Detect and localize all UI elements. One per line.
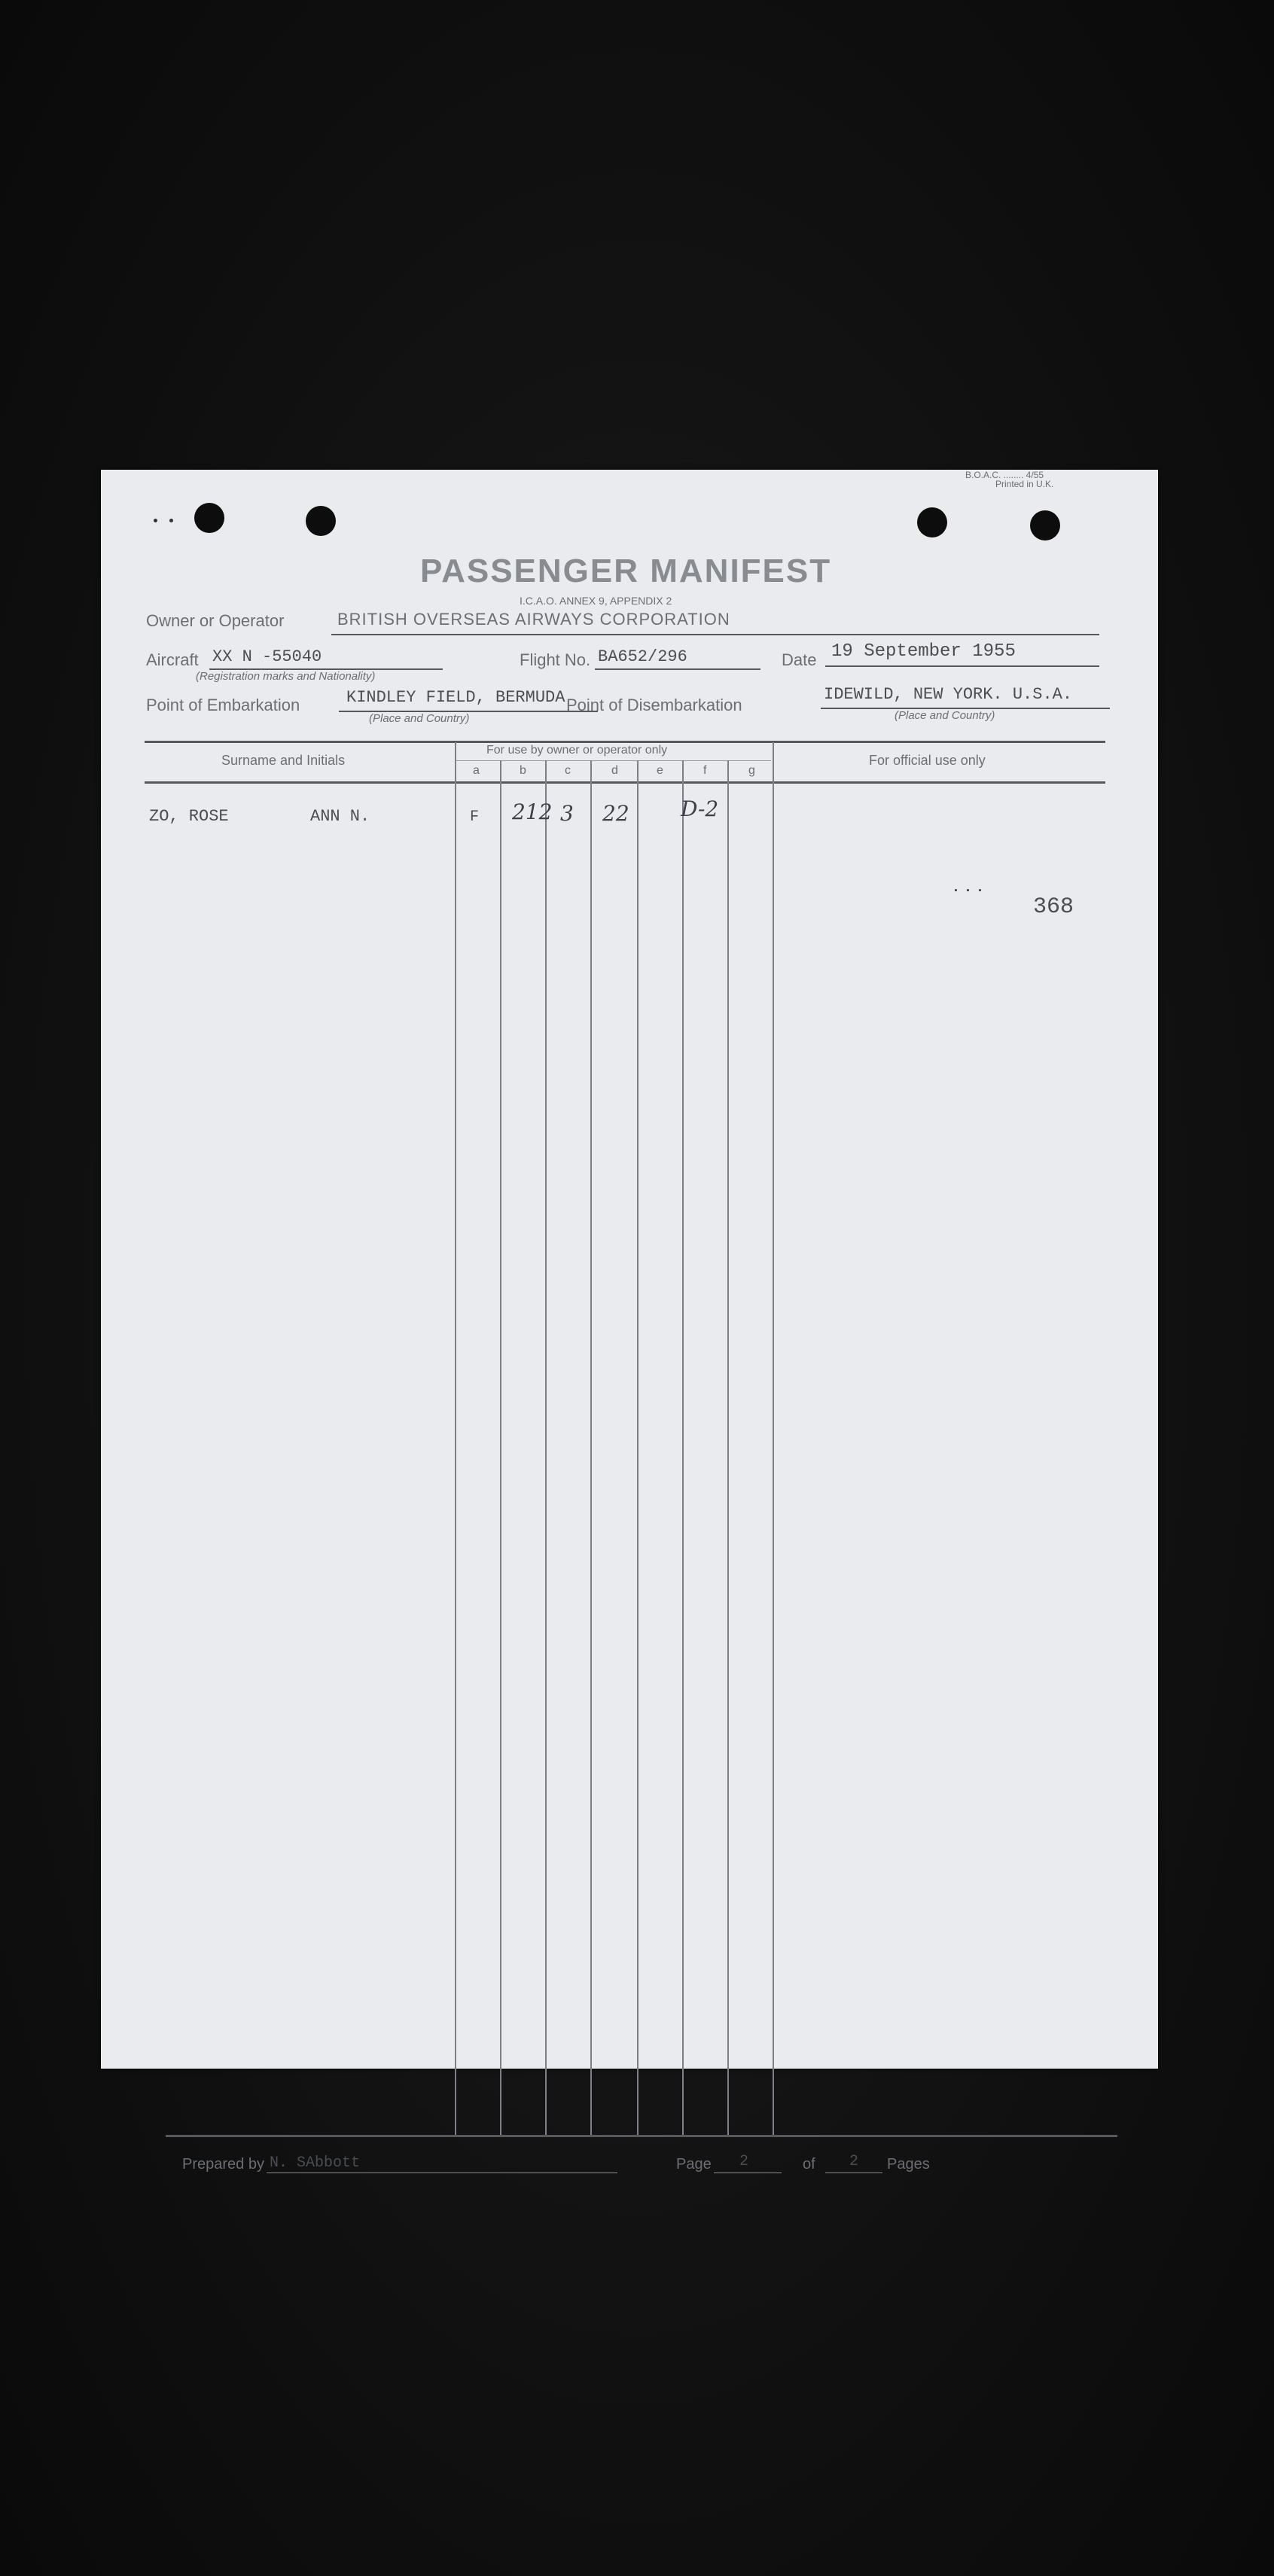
speck xyxy=(169,519,173,522)
flight-underline xyxy=(595,668,760,670)
speck xyxy=(979,889,981,891)
disembarkation-note: (Place and Country) xyxy=(895,709,995,722)
page-title: PASSENGER MANIFEST xyxy=(420,553,832,589)
speck xyxy=(154,519,157,522)
page-total: 2 xyxy=(849,2153,859,2170)
sub-col-b: b xyxy=(520,764,526,777)
prepared-value: N. SAbbott xyxy=(270,2154,361,2172)
sub-col-f: f xyxy=(703,764,707,777)
speck xyxy=(967,889,969,891)
column-divider xyxy=(682,760,684,2135)
column-divider xyxy=(727,760,729,2135)
sub-col-d: d xyxy=(611,764,618,777)
passenger-col-f: D-2 xyxy=(681,796,719,821)
punch-hole xyxy=(194,503,224,533)
column-divider xyxy=(500,760,501,2135)
sub-col-a: a xyxy=(473,764,480,777)
date-underline xyxy=(825,665,1099,667)
column-divider xyxy=(590,760,592,2135)
printer-mark-line1: B.O.A.C. ........ 4/55 xyxy=(965,470,1044,480)
flight-label: Flight No. xyxy=(520,650,591,669)
passenger-initials: ANN N. xyxy=(310,807,370,826)
sub-col-c: c xyxy=(565,764,571,777)
embarkation-label: Point of Embarkation xyxy=(146,696,300,714)
passenger-col-d: 22 xyxy=(602,801,629,826)
column-divider xyxy=(455,742,456,2135)
printer-mark-line2: Printed in U.K. xyxy=(995,479,1054,489)
punch-hole xyxy=(917,507,947,537)
page-subtitle: I.C.A.O. ANNEX 9, APPENDIX 2 xyxy=(520,595,672,607)
table-header-rule xyxy=(145,781,1105,784)
of-label: of xyxy=(803,2156,815,2173)
owner-header-rule xyxy=(455,760,771,761)
passenger-col-b: 212 xyxy=(512,799,553,824)
col-name-header: Surname and Initials xyxy=(221,753,346,768)
passenger-col-c: 3 xyxy=(560,801,574,826)
date-label: Date xyxy=(782,650,817,669)
pages-label: Pages xyxy=(887,2156,930,2173)
table-top-rule xyxy=(145,741,1105,743)
passenger-col-a: F xyxy=(470,808,480,826)
aircraft-label: Aircraft xyxy=(146,650,199,669)
owner-value: BRITISH OVERSEAS AIRWAYS CORPORATION xyxy=(337,610,730,629)
punch-hole xyxy=(1030,510,1060,540)
punch-hole xyxy=(306,506,336,536)
aircraft-note: (Registration marks and Nationality) xyxy=(196,670,376,683)
column-divider xyxy=(545,760,547,2135)
col-owner-header: For use by owner or operator only xyxy=(486,744,668,757)
col-official-header: For official use only xyxy=(869,753,986,768)
owner-label: Owner or Operator xyxy=(146,611,285,630)
passenger-surname: ZO, ROSE xyxy=(149,807,229,826)
page-number: 2 xyxy=(739,2153,749,2170)
date-value: 19 September 1955 xyxy=(831,641,1016,662)
prepared-label: Prepared by xyxy=(182,2156,264,2173)
embarkation-note: (Place and Country) xyxy=(369,712,470,725)
column-divider xyxy=(773,742,774,2135)
aircraft-value: XX N -55040 xyxy=(212,647,322,666)
page-label: Page xyxy=(676,2156,712,2173)
column-divider xyxy=(637,760,639,2135)
embarkation-value: KINDLEY FIELD, BERMUDA xyxy=(346,688,565,707)
manifest-page xyxy=(101,470,1158,2173)
official-number: 368 xyxy=(1033,894,1074,920)
disembarkation-label: Point of Disembarkation xyxy=(566,696,742,714)
sub-col-e: e xyxy=(657,764,663,777)
footer-rule xyxy=(166,2135,1117,2137)
sub-col-g: g xyxy=(748,764,755,777)
flight-value: BA652/296 xyxy=(598,647,687,666)
disembarkation-value: IDEWILD, NEW YORK. U.S.A. xyxy=(824,685,1073,704)
speck xyxy=(955,889,957,891)
owner-underline xyxy=(331,634,1099,635)
